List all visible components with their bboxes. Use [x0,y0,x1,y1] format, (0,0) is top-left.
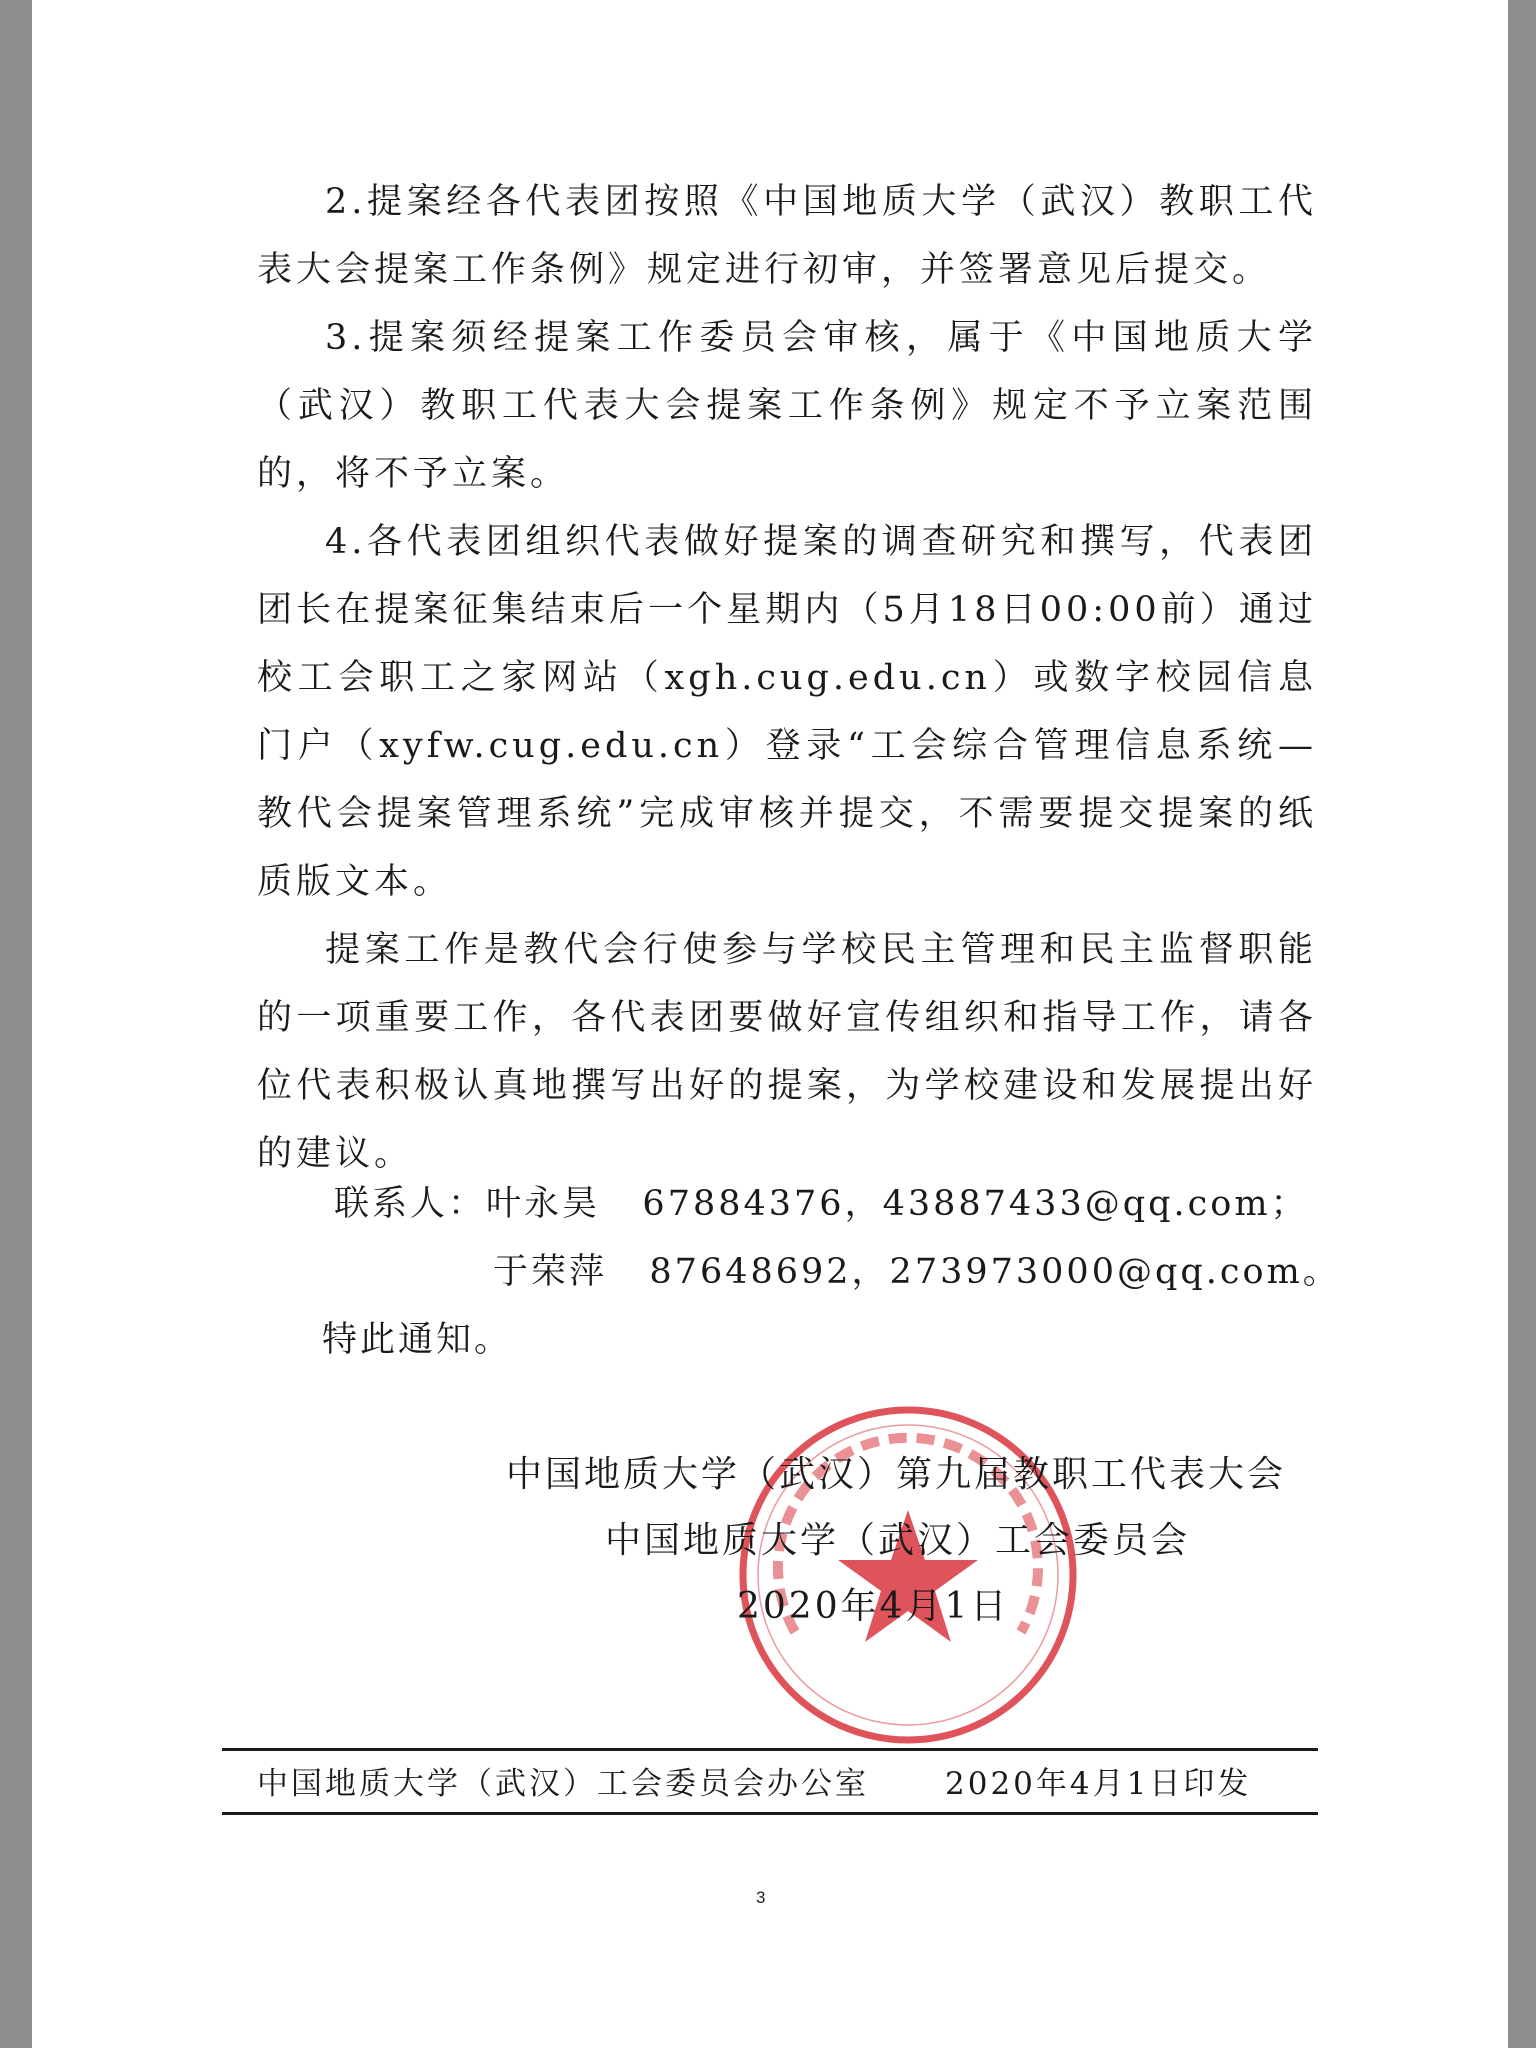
footer-top-rule [222,1748,1318,1751]
body-text [257,168,1317,1188]
paragraph-item-4: 4.各代表团组织代表做好提案的调查研究和撰写，代表团团长在提案征集结束后一个星期内（5月18日00:00前）通过校工会职工之家网站（xgh.cug.edu.cn）或数字校园信息门户（xyfw.cug.edu.cn）登录“工会综合管理信息系统—教代会提案管理系统”完成审核并提交，不需要提交提案的纸质版文本。 [257,522,1317,902]
paragraph-item-2: 2.提案经各代表团按照《中国地质大学（武汉）教职工代表大会提案工作条例》规定进行初审，并签署意见后提交。 [257,182,1317,290]
contact-info-1: 67884376，43887433@qq.com； [642,1184,1309,1224]
contact-name-1: 叶永昊 [486,1184,601,1224]
page-number: 3 [756,1888,766,1907]
footer-bottom-rule [222,1812,1318,1815]
contact-label: 联系人： [334,1184,487,1224]
contact-info-2: 87648692，273973000@qq.com。 [649,1252,1341,1292]
paragraph-summary: 提案工作是教代会行使参与学校民主管理和民主监督职能的一项重要工作，各代表团要做好宣传组织和指导工作，请各位代表积极认真地撰写出好的提案，为学校建设和发展提出好的建议。 [257,930,1317,1174]
footer-issue-date: 2020年4月1日印发 [945,1766,1252,1802]
contact-line-1 [334,1176,1309,1226]
signature-date: 2020年4月1日 [737,1586,1010,1627]
document-page [32,0,1508,2048]
paragraph-item-3: 3.提案须经提案工作委员会审核，属于《中国地质大学（武汉）教职工代表大会提案工作条例》规定不予立案范围的，将不予立案。 [257,318,1317,494]
signature-org-2: 中国地质大学（武汉）工会委员会 [605,1520,1191,1561]
contact-line-2 [493,1244,1341,1294]
closing-text: 特此通知。 [322,1320,513,1360]
footer-issuer: 中国地质大学（武汉）工会委员会办公室 [257,1766,869,1802]
contact-name-2: 于荣萍 [493,1252,608,1292]
signature-org-1: 中国地质大学（武汉）第九届教职工代表大会 [506,1454,1287,1495]
